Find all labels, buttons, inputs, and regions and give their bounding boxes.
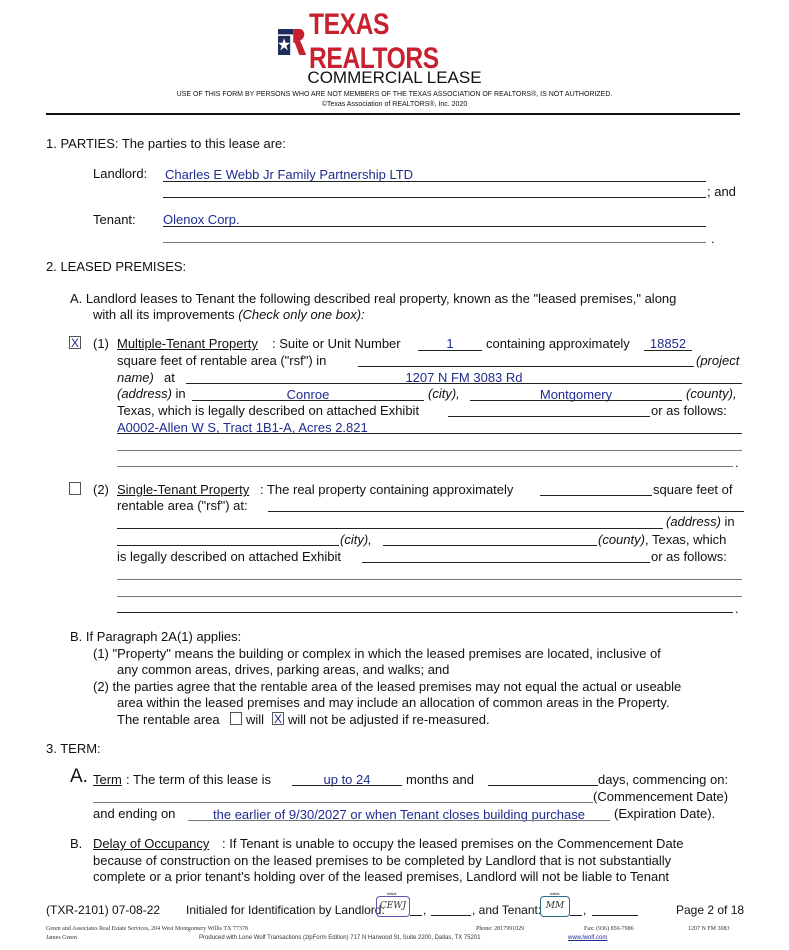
county-line (470, 400, 682, 401)
comma: , (583, 903, 587, 917)
tenant-initials-2-field[interactable] (592, 915, 638, 916)
logo-text: TEXAS REALTORS (308, 8, 439, 75)
broker-phone: Phone: 2817991029 (476, 926, 525, 932)
opt2-address-label: (address) in (666, 514, 735, 529)
unit-number-field[interactable]: 1 (446, 336, 454, 351)
opt1-text1: : Suite or Unit Number (272, 336, 401, 351)
will-not-adjust-checkbox[interactable]: X (273, 712, 282, 726)
opt2-county-label: (county), Texas, which (598, 532, 727, 547)
opt2-city-field[interactable] (117, 545, 339, 546)
broker-info: Green and Associates Real Estate Services, 204 West Montgomery Willis TX 77378 (46, 926, 248, 932)
landlord-initials-blank (410, 915, 422, 916)
tenant-field[interactable]: Olenox Corp. (163, 212, 240, 227)
days-label: days, commencing on: (598, 772, 729, 787)
delay-letter: B. (70, 836, 83, 851)
city-line (192, 400, 424, 401)
term-days-field[interactable] (488, 785, 598, 786)
months-label: months and (406, 772, 474, 787)
rentable-area-label: The rentable area (117, 712, 220, 727)
and-text: ; and (707, 184, 736, 199)
property-ref: 1207 N FM 3083 (688, 926, 730, 932)
para-2b-heading: B. If Paragraph 2A(1) applies: (70, 629, 242, 644)
legal-description-field[interactable]: A0002-Allen W S, Tract 1B1-A, Acres 2.821 (117, 420, 368, 435)
address-field[interactable]: 1207 N FM 3083 Rd (405, 370, 523, 385)
tenant-line-2[interactable] (163, 242, 706, 243)
term-months-field[interactable]: up to 24 (323, 772, 371, 787)
will-label: will (246, 712, 265, 727)
initial-tag: Initial (550, 891, 560, 896)
opt2-exhibit-field[interactable] (362, 562, 650, 563)
opt2-address-line-2[interactable] (117, 528, 663, 529)
opt2-title: Single-Tenant Property (117, 482, 250, 497)
page-title: COMMERCIAL LEASE (307, 68, 482, 87)
expiration-field[interactable]: the earlier of 9/30/2027 or when Tenant closes building purchase (213, 807, 585, 822)
legal-line-2[interactable] (117, 450, 742, 451)
county-label: (county), (686, 386, 737, 401)
copyright: ©Texas Association of REALTORS®, Inc. 2020 (321, 101, 468, 108)
tenant-initials-box[interactable] (540, 891, 570, 917)
initial-tag: Initial (387, 891, 397, 896)
expiration-line (188, 820, 610, 821)
opt2-sqft-label: square feet of (653, 482, 733, 497)
delay-title: Delay of Occupancy (93, 836, 210, 851)
opt2-sqft-field[interactable] (540, 495, 652, 496)
opt1-text2: containing approximately (486, 336, 630, 351)
star-r-logo-icon (278, 25, 307, 59)
opt1-title: Multiple-Tenant Property (117, 336, 258, 351)
delay-line1: : If Tenant is unable to occupy the leased premises on the Commencement Date (222, 836, 684, 851)
county-field[interactable]: Montgomery (539, 387, 613, 402)
term-months-line (292, 785, 402, 786)
unit-number-line (418, 350, 482, 351)
opt2-legal-line-2[interactable] (117, 596, 742, 597)
address-in-label: (address) in (117, 386, 186, 401)
multi-tenant-checkbox[interactable]: X (70, 336, 79, 350)
opt2-county-field[interactable] (383, 545, 597, 546)
address-line (186, 383, 742, 384)
header-rule (46, 113, 740, 115)
opt2-legal-text: is legally described on attached Exhibit (117, 549, 342, 564)
legal-line-3[interactable] (117, 466, 733, 467)
period: . (711, 231, 715, 246)
landlord-line-2[interactable] (163, 197, 706, 198)
produced-by: Produced with Lone Wolf Transactions (zipForm Edition) 717 N Harwood St, Suite 2200, Dallas, TX 75201 (199, 935, 481, 941)
will-not-label: will not be adjusted if re-measured. (288, 712, 490, 727)
broker-fax: Fax: (936) 856-7986 (584, 926, 634, 932)
texas-realtors-logo (278, 8, 510, 75)
opt2-legal-line-1[interactable] (117, 579, 742, 580)
opt2-or-as-follows: or as follows: (651, 549, 727, 564)
opt2-number: (2) (93, 482, 109, 497)
landlord-line (163, 181, 706, 182)
opt2-text1: : The real property containing approximately (260, 482, 514, 497)
city-field[interactable]: Conroe (286, 387, 330, 402)
project-label: (project (696, 353, 740, 368)
tenant-initials: MM (545, 901, 565, 911)
tenant-label: Tenant: (93, 212, 136, 227)
landlord-label: Landlord: (93, 166, 148, 181)
initialed-label: Initialed for Identification by Landlord: (186, 903, 385, 917)
at-label: at (164, 370, 175, 385)
commencement-date-field[interactable] (93, 802, 593, 803)
opt1-line2: square feet of rentable area ("rsf") in (117, 353, 327, 368)
sqft-field[interactable]: 18852 (649, 336, 687, 351)
para-2b-item1-line1: (1) "Property" means the building or complex in which the leased premises are located, inclusive of (93, 646, 661, 661)
delay-line2: because of construction on the leased premises to be completed by Landlord that is not substantially (93, 853, 672, 868)
usage-notice: USE OF THIS FORM BY PERSONS WHO ARE NOT MEMBERS OF THE TEXAS ASSOCIATION OF REALTORS®, IS NOT AUTHORIZED. (176, 91, 613, 98)
opt2-city-label: (city), (340, 532, 372, 547)
tenant-initials-blank (570, 915, 582, 916)
exhibit-field[interactable] (448, 416, 650, 417)
period: . (735, 601, 739, 616)
opt2-line2: rentable area ("rsf") at: (117, 498, 248, 513)
term-title: Term (93, 772, 122, 787)
form-id: (TXR-2101) 07-08-22 (46, 903, 161, 917)
expiration-label: (Expiration Date). (614, 806, 716, 821)
para-2b-item2-line2: area within the leased premises and may include an allocation of common areas in the Property. (117, 695, 670, 710)
landlord-initials: CEWJ (379, 901, 407, 911)
agent-name: James Green (46, 935, 77, 941)
opt2-legal-line-3[interactable] (117, 612, 733, 613)
section-premises-heading: 2. LEASED PREMISES: (46, 259, 187, 274)
para-2a-line1: A. Landlord leases to Tenant the following described real property, known as the "leased premises," along (70, 291, 677, 306)
period: . (735, 455, 739, 470)
legal-text: Texas, which is legally described on attached Exhibit (117, 403, 420, 418)
term-text1: : The term of this lease is (126, 772, 271, 787)
para-2b-item2-line1: (2) the parties agree that the rentable area of the leased premises may not equal the actual or useable (93, 679, 682, 694)
commencement-label: (Commencement Date) (593, 789, 729, 804)
landlord-initials-2-field[interactable] (431, 915, 471, 916)
will-adjust-checkbox[interactable] (230, 712, 242, 725)
sqft-line (644, 350, 692, 351)
comma: , (423, 903, 427, 917)
single-tenant-checkbox[interactable] (69, 482, 81, 495)
legal-line-1 (117, 433, 742, 434)
project-name-field[interactable] (358, 366, 694, 367)
page-number: Page 2 of 18 (676, 903, 745, 917)
para-2b-item1-line2: any common areas, drives, parking areas, and walks; and (117, 662, 450, 677)
term-letter: A. (70, 766, 88, 787)
section-term-heading: 3. TERM: (46, 741, 101, 756)
landlord-field[interactable]: Charles E Webb Jr Family Partnership LTD (165, 167, 414, 182)
opt1-number: (1) (93, 336, 109, 351)
name-label: name) (117, 370, 154, 385)
city-label: (city), (428, 386, 460, 401)
tenant-line (163, 226, 706, 227)
opt2-address-line-1[interactable] (268, 511, 744, 512)
section-parties-heading: 1. PARTIES: The parties to this lease are: (46, 136, 286, 151)
ending-label: and ending on (93, 806, 176, 821)
or-as-follows: or as follows: (651, 403, 727, 418)
para-2a-line2: with all its improvements (Check only one box): (93, 307, 365, 322)
lwolf-link[interactable]: www.lwolf.com (568, 935, 608, 941)
landlord-initials-box[interactable] (376, 891, 410, 917)
and-tenant-label: , and Tenant: (472, 903, 542, 917)
delay-line3: complete or a prior tenant's holding over of the leased premises, Landlord will not be liable to Tenant (93, 869, 670, 884)
